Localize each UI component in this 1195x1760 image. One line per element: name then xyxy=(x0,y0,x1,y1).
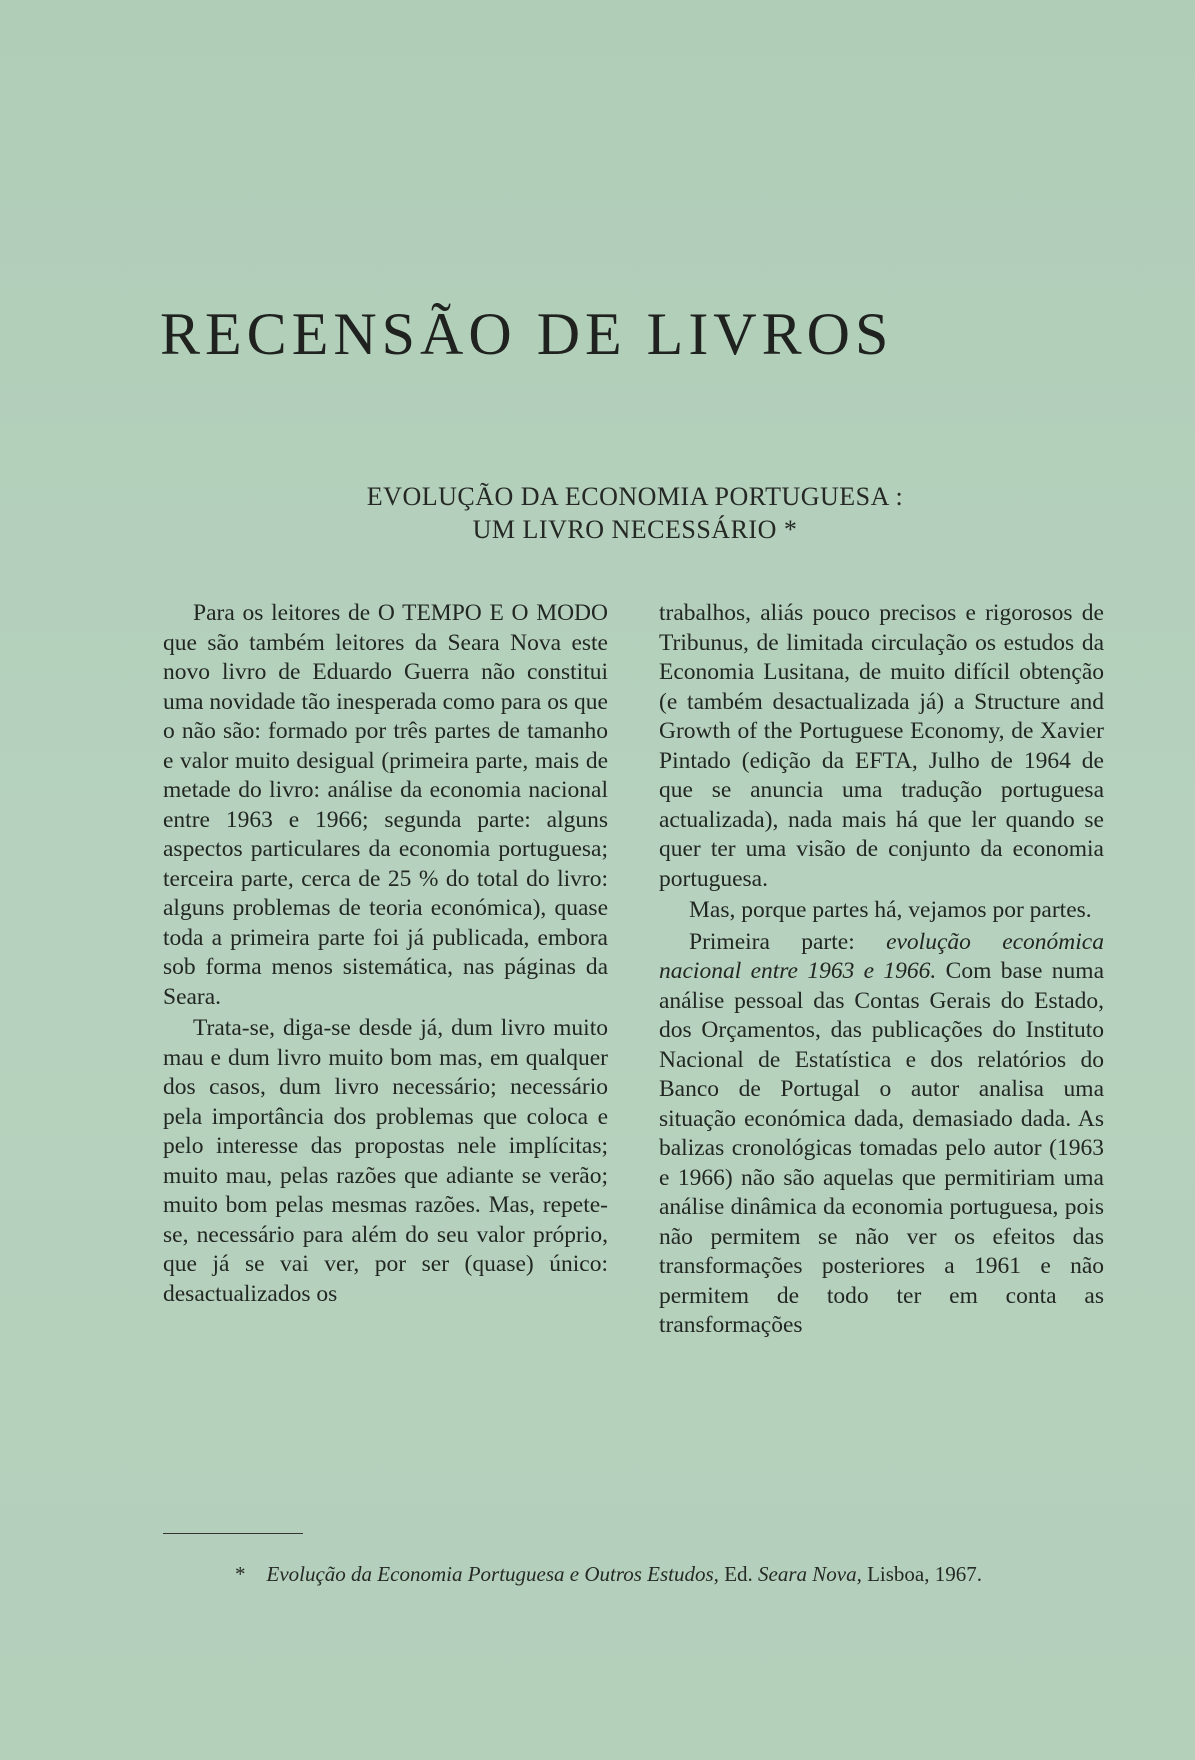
footnote-publisher: Seara Nova, xyxy=(758,1562,862,1586)
paragraph: Trata-se, diga-se desde já, dum livro muito mau e dum livro muito bom mas, em qualquer dos casos, dum livro necessário; necessário pela importância dos problemas que coloca e pelo interesse das propostas nele implícitas; muito mau, pelas razões que adiante se verão; muito bom pelas mesmas razões. Mas, repete-se, necessário para além do seu valor próprio, que já se vai ver, por ser (quase) único: desactualizados os xyxy=(163,1015,608,1307)
footnote-place-year: Lisboa, 1967. xyxy=(867,1562,982,1586)
article-title-line-1: EVOLUÇÃO DA ECONOMIA PORTUGUESA : xyxy=(366,482,904,511)
left-column xyxy=(163,599,608,1309)
right-column xyxy=(659,599,1104,1341)
footnote-marker: * xyxy=(235,1562,246,1586)
paragraph-lead: Primeira parte: xyxy=(689,928,855,955)
paragraph: Mas, porque partes há, vejamos por partes. xyxy=(689,897,1092,923)
paragraph-body: Com base numa análise pessoal das Contas Gerais do Estado, dos Orçamentos, das publicações do Instituto Nacional de Estatística e dos relatórios do Banco de Portugal o autor analisa uma situação económica dada, demasiado dada. As balizas cronológicas tomadas pelo autor (1963 e 1966) não são aquelas que permitiriam uma análise dinâmica da economia portuguesa, pois não permitem se não ver os efeitos das transformações posteriores a 1961 e não permitem de todo ter em conta as transformações xyxy=(659,958,1104,1338)
paragraph: trabalhos, aliás pouco precisos e rigorosos de Tribunus, de limitada circulação os estudos da Economia Lusitana, de muito difícil obtenção (e também desactualizada já) a Structure and Growth of the Portuguese Economy, de Xavier Pintado (edição da EFTA, Julho de 1964 de que se anuncia uma tradução portuguesa actualizada), nada mais há que ler quando se quer ter uma visão de conjunto da economia portuguesa. xyxy=(659,600,1104,892)
section-heading: RECENSÃO DE LIVROS xyxy=(160,301,894,367)
paragraph-italic-title: evolução económica nacional entre 1963 e 1966. xyxy=(659,928,1104,984)
paragraph xyxy=(659,928,1104,1341)
footnote-book-title: Evolução da Economia Portuguesa e Outros Estudos, xyxy=(266,1562,719,1586)
paragraph: Para os leitores de O TEMPO E O MODO que são também leitores da Seara Nova este novo livro de Eduardo Guerra não constitui uma novidade tão inesperada como para os que o não são: formado por três partes de tamanho e valor muito desigual (primeira parte, mais de metade do livro: análise da economia nacional entre 1963 e 1966; segunda parte: alguns aspectos particulares da economia portuguesa; terceira parte, cerca de 25 % do total do livro: alguns problemas de teoria económica), quase toda a primeira parte foi já publicada, embora sob forma menos sistemática, nas páginas da Seara. xyxy=(163,600,608,1010)
footnote xyxy=(235,1562,1105,1587)
footnote-rule xyxy=(163,1533,303,1534)
article-title-line-2: UM LIVRO NECESSÁRIO * xyxy=(472,515,798,544)
footnote-edition: Ed. xyxy=(724,1562,753,1586)
